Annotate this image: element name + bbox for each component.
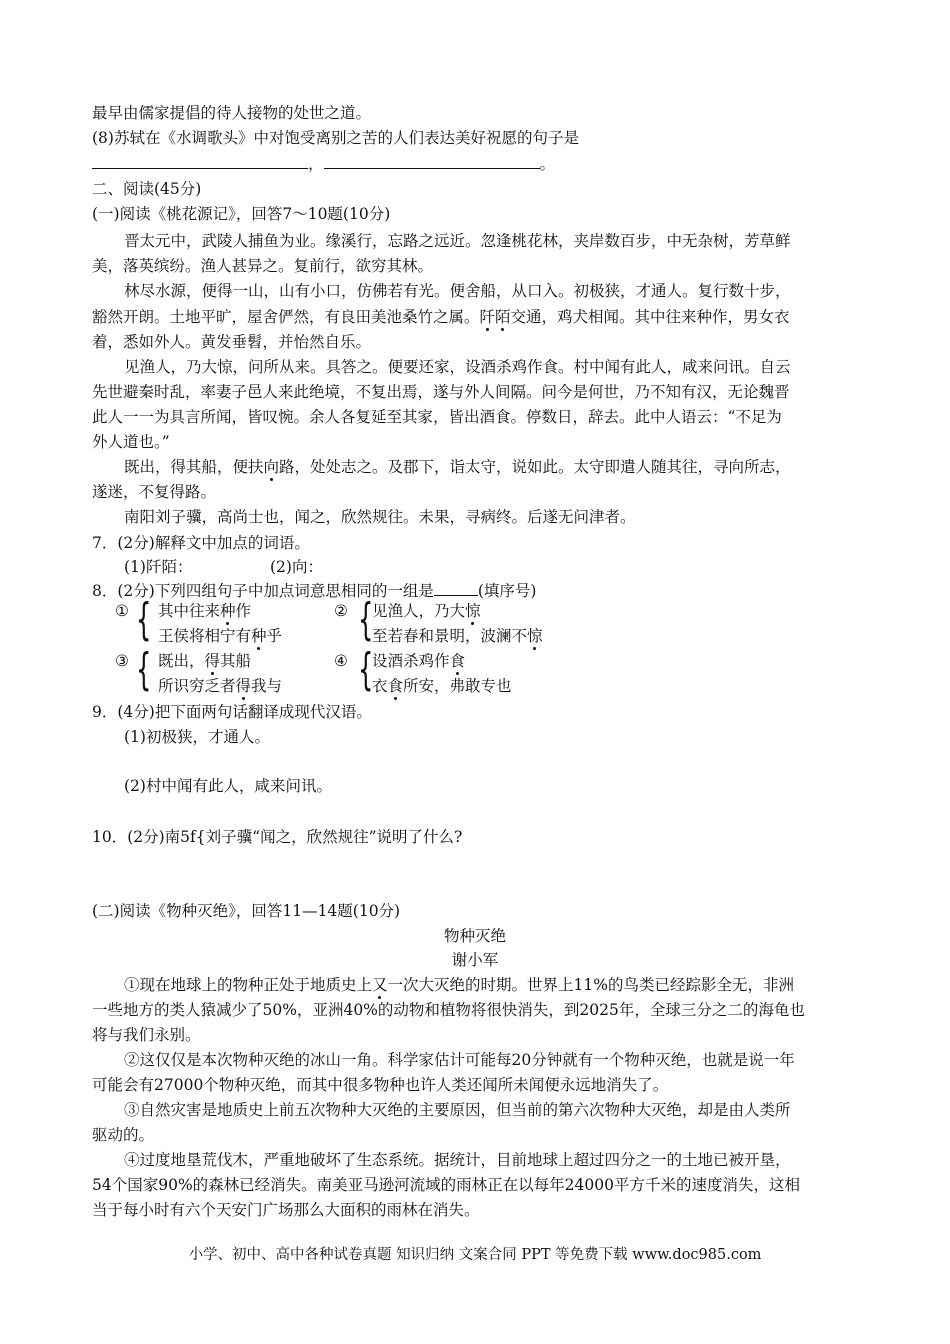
text-segment: 一次大灭绝的时期。世界上11%的鸟类已经踪影全无，非洲 <box>387 976 794 994</box>
text-segment: 作 <box>235 602 252 620</box>
dotted-word: 得 <box>204 652 221 670</box>
text-segment: 所识穷乏者 <box>158 677 236 695</box>
option-number-3: ③ <box>115 652 129 670</box>
passage-line: ②这仅仅是本次物种灭绝的冰山一角。科学家估计可能每20分钟就有一个物种灭绝，也就是说一年 <box>124 1051 795 1069</box>
passage-line: 外人道也。” <box>92 433 170 451</box>
text-segment: 豁然开朗。土地平旷，屋舍俨然，有良田美池桑竹之属。 <box>92 308 480 326</box>
passage-line <box>92 306 790 328</box>
question-9: 9．(4分)把下面两句话翻译成现代汉语。 <box>92 703 372 721</box>
passage-line: ④过度地垦荒伐木，严重地破坏了生态系统。据统计，目前地球上超过四分之一的土地已被开垦， <box>124 1151 791 1169</box>
answer-blank[interactable] <box>324 154 540 169</box>
option-line <box>158 650 251 672</box>
passage-line: 美，落英缤纷。渔人甚异之。复前行，欲穷其林。 <box>92 257 434 275</box>
passage-line: 着，悉如外人。黄发垂髫，并怡然自乐。 <box>92 333 372 351</box>
passage-line: 此人一一为具言所闻，皆叹惋。余人各复延至其家，皆出酒食。停数日，辞去。此中人语云：“不足为 <box>92 408 782 426</box>
dotted-word: 食 <box>449 652 466 670</box>
passage-line: 54个国家90%的森林已经消失。南美亚马逊河流域的雨林正在以每年24000平方千米的速度消失，这相 <box>92 1176 800 1194</box>
option-line <box>372 600 481 622</box>
article-title: 物种灭绝 <box>443 927 506 945</box>
passage-line: 驱动的。 <box>92 1126 155 1144</box>
dotted-word: 种 <box>251 627 267 645</box>
text-segment: 设酒杀鸡作 <box>372 652 450 670</box>
passage-line <box>124 456 791 478</box>
option-line <box>158 600 251 622</box>
passage-line: 南阳刘子骥，高尚士也，闻之，欣然规往。未果，寻病终。后遂无问津者。 <box>124 508 636 526</box>
passage-line: 遂迷，不复得路。 <box>92 483 217 501</box>
passage-line: 见渔人，乃大惊，问所从来。具答之。便要还家，设酒杀鸡作食。村中闻有此人，咸来问讯。自云 <box>124 358 791 376</box>
brace-icon: { <box>136 594 152 645</box>
text-segment: 其中往来 <box>158 602 221 620</box>
article-author: 谢小军 <box>451 951 499 969</box>
option-line <box>158 675 282 697</box>
brace-icon: { <box>358 594 374 645</box>
part-title: (一)阅读《桃花源记》，回答7～10题(10分) <box>92 205 391 223</box>
text-segment: 我与 <box>251 677 283 695</box>
period: 。 <box>539 155 556 173</box>
dotted-word: 又 <box>372 976 388 994</box>
answer-blank-line <box>92 153 555 175</box>
text-segment: 衣 <box>372 677 388 695</box>
dotted-word: 阡 <box>479 308 496 326</box>
section-title: 二、阅读(45分) <box>92 180 202 198</box>
passage-line <box>124 974 794 996</box>
option-line <box>372 675 512 697</box>
page-footer: 小学、初中、高中各种试卷真题 知识归纳 文案合同 PPT 等免费下载 www.doc985.com <box>188 1247 762 1263</box>
dotted-word: 食 <box>387 677 404 695</box>
option-number-1: ① <box>115 602 129 620</box>
question-9-item-1: (1)初极狭，才通人。 <box>124 728 270 746</box>
option-line <box>372 625 543 647</box>
dotted-word: 向 <box>263 458 280 476</box>
question-7: 7．(2分)解释文中加点的词语。 <box>92 534 310 552</box>
text-segment: 见渔人，乃大 <box>372 602 466 620</box>
option-number-2: ② <box>334 602 348 620</box>
dotted-word: 得 <box>235 677 252 695</box>
passage-line: 晋太元中，武陵人捕鱼为业。缘溪行，忘路之远近。忽逢桃花林，夹岸数百步，中无杂树，芳草鲜 <box>124 232 791 250</box>
text-segment: 至若春和景明，波澜不 <box>372 627 528 645</box>
comma: ， <box>308 155 324 173</box>
passage-line: 将与我们永别。 <box>92 1026 201 1044</box>
text-segment: 所安，弗敢专也 <box>403 677 512 695</box>
question-8-fill: (8)苏轼在《水调歌头》中对饱受离别之苦的人们表达美好祝愿的句子是 <box>92 129 579 147</box>
brace-icon: { <box>358 644 374 695</box>
question-7-item-2: (2)向： <box>270 558 323 576</box>
text-segment: 8．(2分)下列四组句子中加点词意思相同的一组是 <box>92 582 434 600</box>
dotted-word: 陌 <box>495 308 511 326</box>
passage-line: 一些地方的类人猿减少了50%，亚洲40%的动物和植物将很快消失，到2025年，全球三分之二的海龟也 <box>92 1001 805 1019</box>
text-segment: 交通，鸡犬相闻。其中往来种作，男女衣 <box>510 308 790 326</box>
answer-blank[interactable] <box>92 154 308 169</box>
part-title: (二)阅读《物种灭绝》，回答11—14题(10分) <box>92 902 401 920</box>
option-line <box>372 650 465 672</box>
text-segment: 既出， <box>158 652 205 670</box>
question-10: 10．(2分)南5f{刘子骥“闻之，欣然规往”说明了什么? <box>92 828 463 846</box>
option-line <box>158 625 282 647</box>
dotted-word: 惊 <box>527 627 543 645</box>
question-7-item-1: (1)阡陌： <box>124 558 193 576</box>
text-segment: 路，处处志之。及郡下，诣太守，说如此。太守即遣人随其往，寻向所志， <box>279 458 791 476</box>
text-segment: 其船 <box>220 652 252 670</box>
text-segment: 乎 <box>266 627 283 645</box>
answer-blank[interactable] <box>434 581 478 596</box>
passage-line: 当于每小时有六个天安门广场那么大面积的雨林在消失。 <box>92 1201 480 1219</box>
text-segment: (填序号) <box>477 582 537 600</box>
dotted-word: 惊 <box>465 602 481 620</box>
passage-line: 林尽水源，便得一山，山有小口，仿佛若有光。便舍船，从口入。初极狭，才通人。复行数十步， <box>124 282 791 300</box>
question-8 <box>92 580 536 602</box>
brace-icon: { <box>136 644 152 695</box>
passage-line: 可能会有27000个物种灭绝，而其中很多物种也许人类还闻所未闻便永远地消失了。 <box>92 1076 669 1094</box>
question-9-item-2: (2)村中闻有此人，咸来问讯。 <box>124 777 332 795</box>
text-segment: 既出，得其船，便扶 <box>124 458 264 476</box>
text-segment: ①现在地球上的物种正处于地质史上 <box>124 976 373 994</box>
text-segment: 王侯将相宁有 <box>158 627 252 645</box>
passage-line: ③自然灾害是地质史上前五次物种大灭绝的主要原因，但当前的第六次物种大灭绝，却是由人类所 <box>124 1101 791 1119</box>
option-number-4: ④ <box>334 652 348 670</box>
passage-line: 先世避秦时乱，率妻子邑人来此绝境，不复出焉，遂与外人间隔。问今是何世，乃不知有汉，无论魏晋 <box>92 383 790 401</box>
dotted-word: 种 <box>220 602 236 620</box>
text-line: 最早由儒家提倡的待人接物的处世之道。 <box>92 104 372 122</box>
